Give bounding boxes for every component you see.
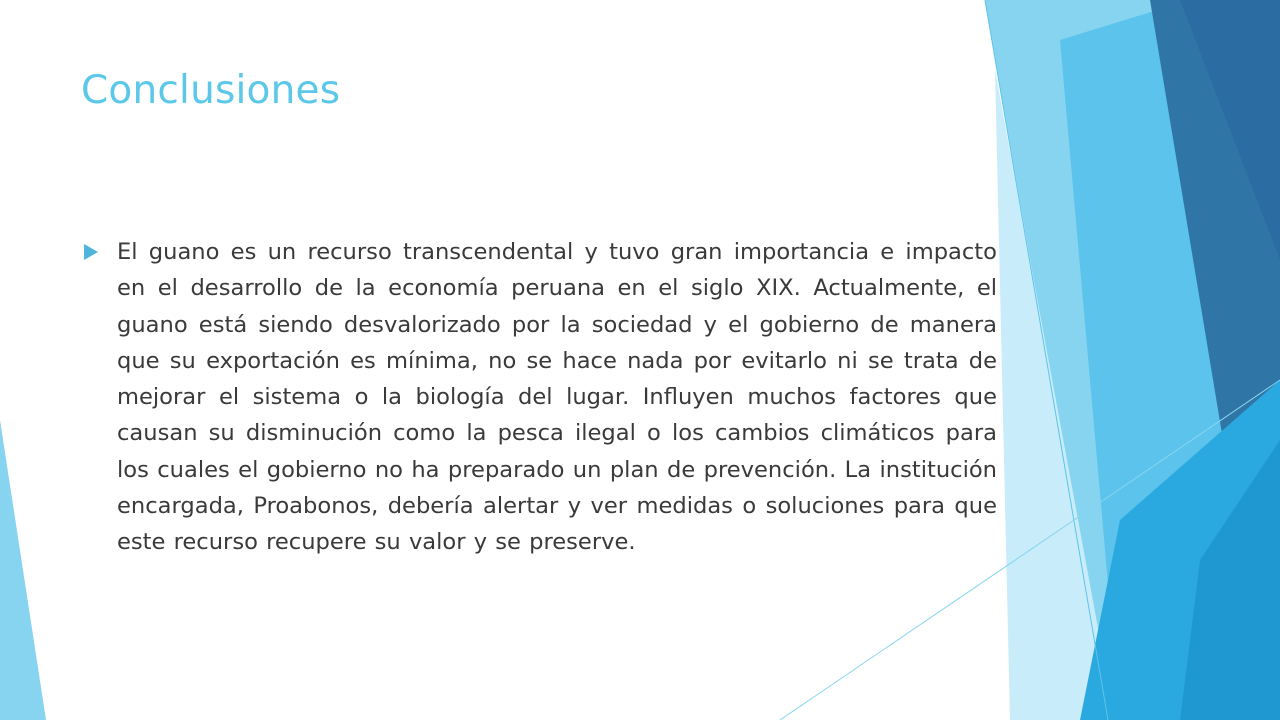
left-edge-shape <box>0 420 46 720</box>
bullet-arrow-icon <box>84 244 98 260</box>
bullet-text: El guano es un recurso transcendental y tuvo gran importancia e impacto en el desarrollo de la economía peruana en el siglo XIX. Actualmente, el guano está siendo desvalorizado por la sociedad y el gobierno de manera que su exportación es mínima, no se hace nada por evitarlo ni se trata de mejorar el sistema o la biología del lugar. Influyen muchos factores que causan su disminución como la pesca ilegal o los cambios climáticos para los cuales el gobierno no ha preparado un plan de prevención. La institución encargada, Proabonos, debería alertar y ver medidas o soluciones para que este recurso recupere su valor y se preserve. <box>117 239 997 556</box>
slide-title: Conclusiones <box>81 68 341 113</box>
